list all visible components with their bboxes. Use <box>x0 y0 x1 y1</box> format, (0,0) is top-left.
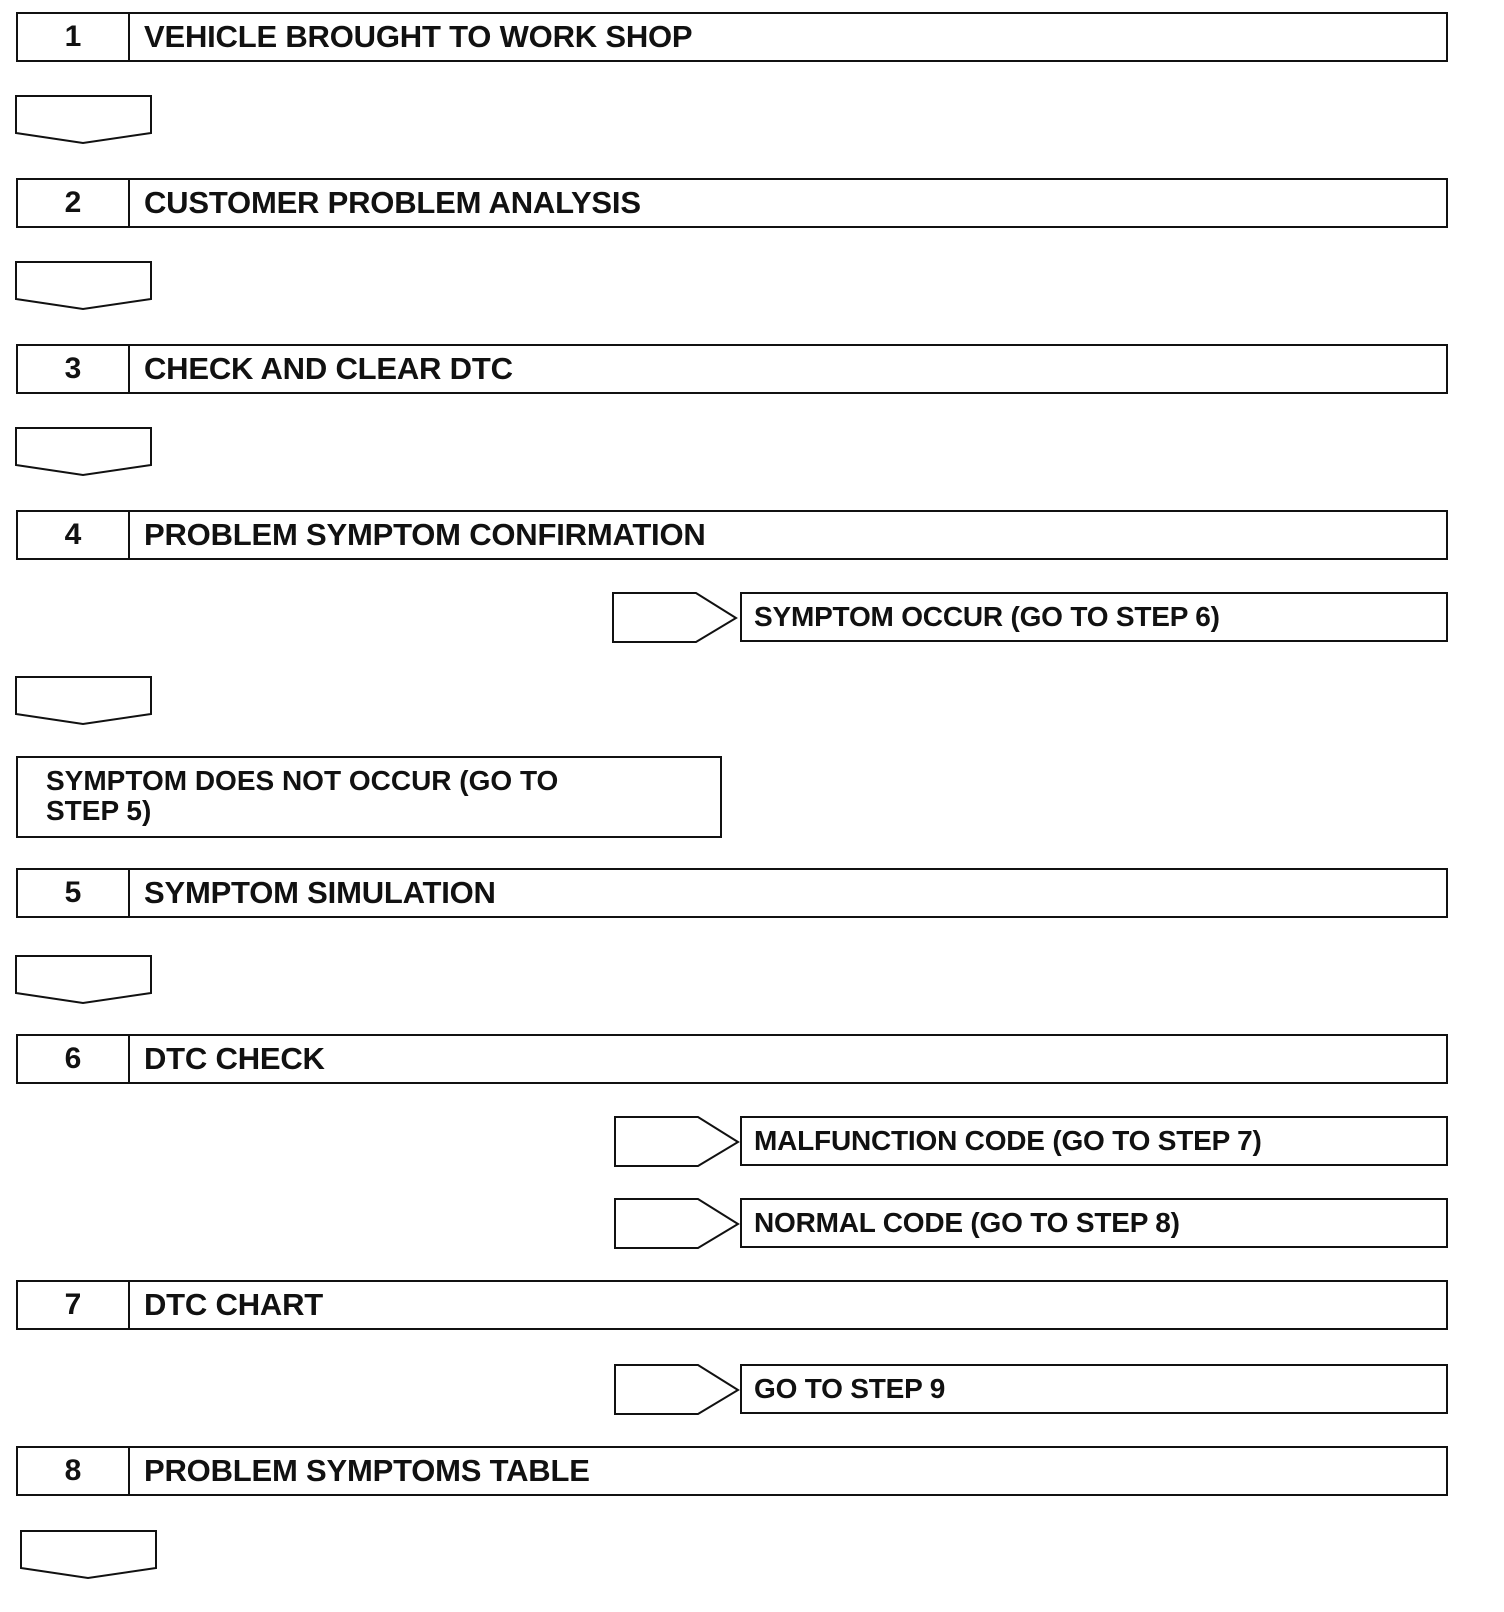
step-title: PROBLEM SYMPTOMS TABLE <box>144 1453 590 1488</box>
right-arrow-icon <box>614 1198 740 1250</box>
step-number: 2 <box>18 180 130 226</box>
step-1-box <box>16 12 1448 62</box>
branch-malfunction-code: MALFUNCTION CODE (GO TO STEP 7) <box>740 1116 1448 1166</box>
step-number: 7 <box>18 1282 130 1328</box>
right-arrow-icon <box>612 592 738 644</box>
down-arrow-icon <box>15 95 153 145</box>
down-arrow-icon <box>15 676 153 726</box>
down-arrow-icon <box>15 955 153 1005</box>
step-number: 4 <box>18 512 130 558</box>
step-number: 3 <box>18 346 130 392</box>
step-number: 6 <box>18 1036 130 1082</box>
step-8-box <box>16 1446 1448 1496</box>
step-7-box <box>16 1280 1448 1330</box>
branch-symptom-not-occur: SYMPTOM DOES NOT OCCUR (GO TO STEP 5) <box>16 756 722 838</box>
step-title: DTC CHART <box>144 1287 324 1322</box>
step-number: 8 <box>18 1448 130 1494</box>
step-title: VEHICLE BROUGHT TO WORK SHOP <box>144 19 693 54</box>
step-title: DTC CHECK <box>144 1041 325 1076</box>
step-number: 5 <box>18 870 130 916</box>
down-arrow-icon <box>20 1530 158 1580</box>
right-arrow-icon <box>614 1364 740 1416</box>
step-title: CUSTOMER PROBLEM ANALYSIS <box>144 185 641 220</box>
branch-go-to-step-9: GO TO STEP 9 <box>740 1364 1448 1414</box>
step-number: 1 <box>18 14 130 60</box>
step-4-box <box>16 510 1448 560</box>
step-title: SYMPTOM SIMULATION <box>144 875 496 910</box>
right-arrow-icon <box>614 1116 740 1168</box>
branch-symptom-occur: SYMPTOM OCCUR (GO TO STEP 6) <box>740 592 1448 642</box>
step-title: CHECK AND CLEAR DTC <box>144 351 513 386</box>
down-arrow-icon <box>15 261 153 311</box>
step-5-box <box>16 868 1448 918</box>
step-2-box <box>16 178 1448 228</box>
down-arrow-icon <box>15 427 153 477</box>
branch-normal-code: NORMAL CODE (GO TO STEP 8) <box>740 1198 1448 1248</box>
step-3-box <box>16 344 1448 394</box>
step-title: PROBLEM SYMPTOM CONFIRMATION <box>144 517 706 552</box>
step-6-box <box>16 1034 1448 1084</box>
